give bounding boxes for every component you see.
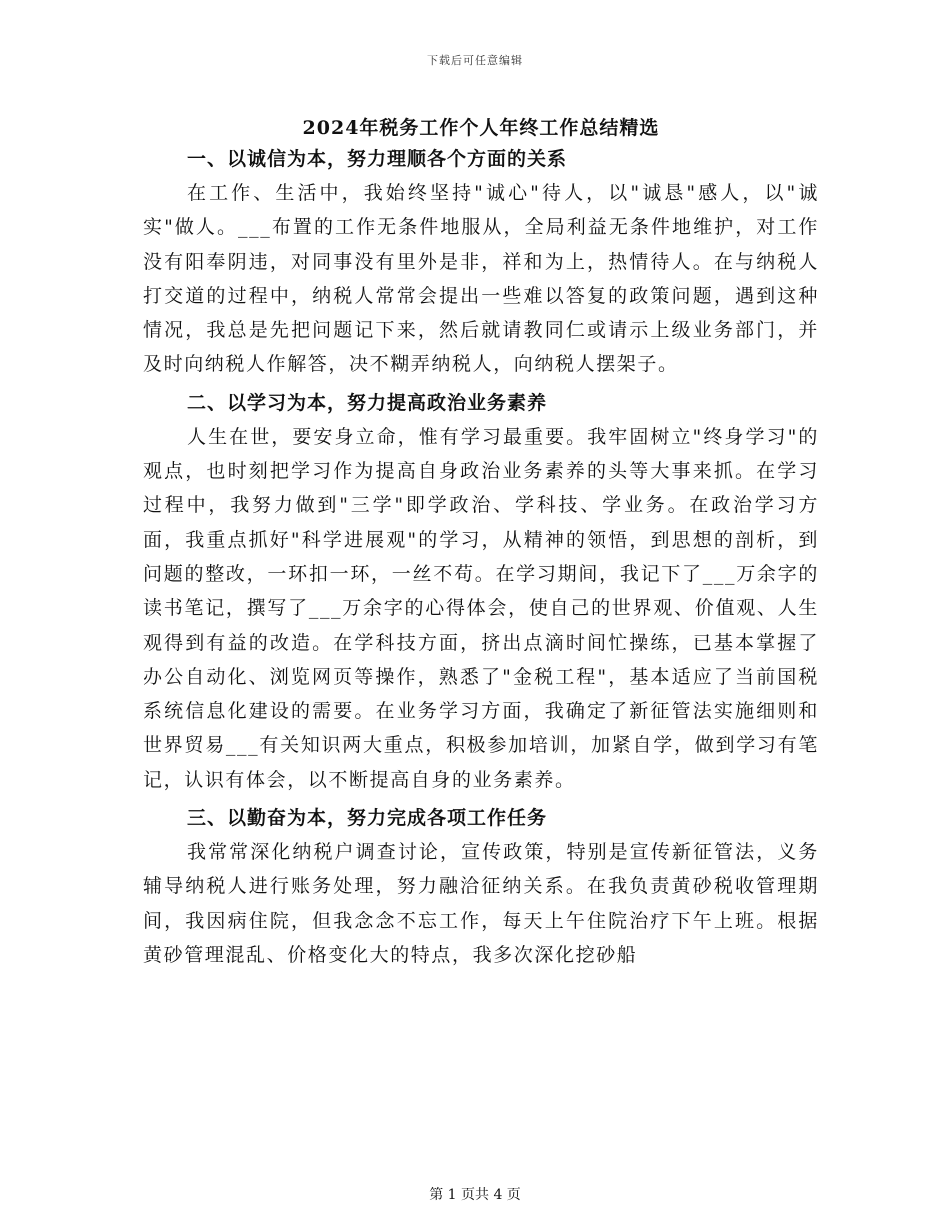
section-heading: 二、以学习为本，努力提高政治业务素养	[187, 391, 548, 414]
section-integrity	[143, 142, 819, 382]
document-body	[143, 114, 819, 972]
section-diligence	[143, 801, 819, 972]
section-learning	[143, 386, 819, 797]
section-paragraph: 我常常深化纳税户调查讨论，宣传政策，特别是宣传新征管法，义务辅导纳税人进行账务处理，努力融洽征纳关系。在我负责黄砂税收管理期间，我因病住院，但我念念不忘工作，每天上午住院治疗下午上班。根据黄砂管理混乱、价格变化大的特点，我多次深化挖砂船	[143, 841, 819, 966]
header-note: 下载后可任意编辑	[427, 54, 523, 67]
page-number: 第 1 页共 4 页	[429, 1187, 521, 1203]
section-paragraph: 人生在世，要安身立命，惟有学习最重要。我牢固树立"终身学习"的观点，也时刻把学习作为提高自身政治业务素养的头等大事来抓。在学习过程中，我努力做到"三学"即学政治、学科技、学业务。在政治学习方面，我重点抓好"科学进展观"的学习，从精神的领悟，到思想的剖析，到问题的整改，一环扣一环，一丝不苟。在学习期间，我记下了___万余字的读书笔记，撰写了___万余字的心得体会，使自己的世界观、价值观、人生观得到有益的改造。在学科技方面，挤出点滴时间忙操练，已基本掌握了办公自动化、浏览网页等操作，熟悉了"金税工程"，基本适应了当前国税系统信息化建设的需要。在业务学习方面，我确定了新征管法实施细则和世界贸易___有关知识两大重点，积极参加培训，加紧自学，做到学习有笔记，认识有体会，以不断提高自身的业务素养。	[143, 425, 819, 791]
document-title: 2024年税务工作个人年终工作总结精选	[302, 117, 660, 139]
section-paragraph: 在工作、生活中，我始终坚持"诚心"待人，以"诚恳"感人，以"诚实"做人。___布置的工作无条件地服从，全局利益无条件地维护，对工作没有阳奉阴违，对同事没有里外是非，祥和为上，热情待人。在与纳税人打交道的过程中，纳税人常常会提出一些难以答复的政策问题，遇到这种情况，我总是先把问题记下来，然后就请教同仁或请示上级业务部门，并及时向纳税人作解答，决不糊弄纳税人，向纳税人摆架子。	[143, 182, 819, 376]
section-heading: 一、以诚信为本，努力理顺各个方面的关系	[187, 148, 568, 170]
section-heading: 三、以勤奋为本，努力完成各项工作任务	[187, 807, 548, 830]
